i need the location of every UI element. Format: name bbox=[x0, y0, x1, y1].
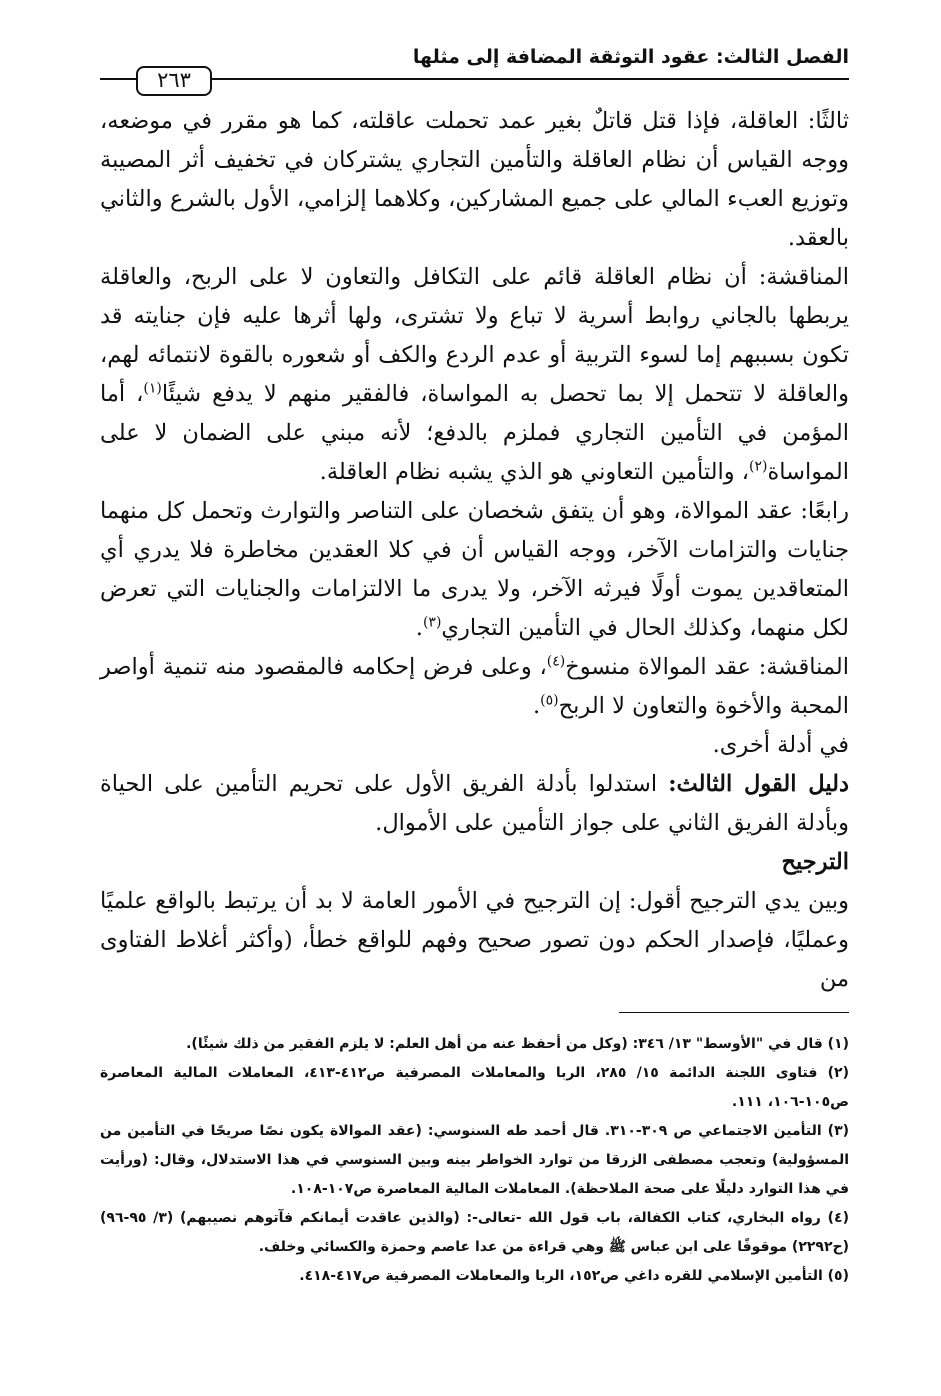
footnote-ref-4[interactable]: (٤) bbox=[546, 653, 566, 670]
text-segment: استدلوا بأدلة الفريق الأول على تحريم التأمين على الحياة وبأدلة الفريق الثاني على جواز التأمين على الأموال. bbox=[100, 771, 849, 836]
paragraph-other-evidence: في أدلة أخرى. bbox=[712, 732, 849, 758]
text-segment: ، وعلى فرض إحكامه فالمقصود منه تنمية أواصر المحبة والأخوة والتعاون لا الربح bbox=[100, 654, 849, 719]
paragraph-discussion-muwalat bbox=[100, 648, 849, 726]
paragraph-discussion-aqila bbox=[100, 258, 849, 492]
footnote-2: (٢) فتاوى اللجنة الدائمة ١٥/ ٢٨٥، الربا والمعاملات المصرفية ص٤١٢-٤١٣، المعاملات المالية المعاصرة ص١٠٥-١٠٦، ١١١. bbox=[100, 1065, 849, 1110]
text-segment: ، والتأمين التعاوني هو الذي يشبه نظام العاقلة. bbox=[319, 459, 750, 485]
footnote-separator bbox=[619, 1012, 849, 1013]
text-segment: رابعًا: عقد الموالاة، وهو أن يتفق شخصان على التناصر والتوارث وتحمل كل منهما جنايات والتزامات الآخر، ووجه القياس أن في كلا العقدين مخاطرة فلا يدري أي المتعاقدين يموت أولًا فيرثه الآخر، ولا يدرى ما الالتزامات والجنايات التي تعرض لكل منهما، وكذلك الحال في التأمين التجاري bbox=[100, 498, 849, 641]
page-number: ٢٦٣ bbox=[136, 66, 212, 96]
footnote-4: (٤) رواه البخاري، كتاب الكفالة، باب قول الله -تعالى-: (والذين عاقدت أيمانكم فآتوهم نصيبهم) (٣/ ٩٥-٩٦) (ح٢٢٩٢) موقوفًا على ابن عباس ﷺ وهي قراءة من عدا عاصم وحمزة والكسائي وخلف. bbox=[100, 1210, 849, 1255]
footnote-3: (٣) التأمين الاجتماعي ص ٣٠٩-٣١٠. قال أحمد طه السنوسي: (عقد الموالاة يكون نصًا صريحًا في التأمين من المسؤولية) وتعجب مصطفى الزرقا من توارد الخواطر بينه وبين السنوسي في هذا الاستدلال، وقال: (ورأيت في هذا التوارد دليلًا على صحة الملاحظة). المعاملات المالية المعاصرة ص١٠٧-١٠٨. bbox=[100, 1123, 850, 1197]
header-rule bbox=[100, 78, 849, 80]
section-heading-tarjih: الترجيح bbox=[781, 849, 849, 875]
text-segment: . bbox=[533, 693, 541, 719]
main-text bbox=[100, 102, 849, 999]
text-segment: المناقشة: عقد الموالاة منسوخ bbox=[565, 654, 849, 680]
footnote-ref-5[interactable]: (٥) bbox=[540, 692, 559, 709]
text-segment: المناقشة: أن نظام العاقلة قائم على التكافل والتعاون لا على الربح، والعاقلة يربطها بالجاني روابط أسرية لا تباع ولا تشترى، ولها أثرها عليه فإن جنايته قد تكون بسببهم إما لسوء التربية أو عدم الردع والكف أو شعوره بالقوة لانتمائه لهم، والعاقلة لا تتحمل إلا بما تحصل به المواساة، فالفقير منهم لا يدفع شيئًا bbox=[100, 264, 849, 407]
lead-in-label: دليل القول الثالث: bbox=[668, 771, 849, 797]
paragraph-fourth-argument bbox=[100, 492, 849, 648]
text-segment: . bbox=[415, 615, 423, 641]
paragraph-third-argument: ثالثًا: العاقلة، فإذا قتل قاتلٌ بغير عمد تحملت عاقلته، كما هو مقرر في موضعه، ووجه القياس أن نظام العاقلة والتأمين التجاري يشتركان في تخفيف أثر المصيبة وتوزيع العبء المالي على جميع المشاركين، وكلاهما إلزامي، الأول بالشرع والثاني بالعقد. bbox=[100, 108, 849, 251]
footnote-ref-3[interactable]: (٣) bbox=[422, 614, 442, 631]
footnote-1: (١) قال في "الأوسط" ١٣/ ٣٤٦: (وكل من أحفظ عنه من أهل العلم: لا يلزم الفقير من ذلك شيئًا). bbox=[186, 1036, 849, 1052]
footnote-5: (٥) التأمين الإسلامي للقره داغي ص١٥٢، الربا والمعاملات المصرفية ص٤١٧-٤١٨. bbox=[299, 1268, 849, 1284]
running-title: الفصل الثالث: عقود التوثقة المضافة إلى مثلها bbox=[412, 46, 849, 68]
paragraph-tarjih-intro: وبين يدي الترجيح أقول: إن الترجيح في الأمور العامة لا بد أن يرتبط بالواقع علميًا وعمليًا، فإصدار الحكم دون تصور صحيح وفهم للواقع خطأ، (وأكثر أغلاط الفتاوى من bbox=[100, 888, 849, 992]
footnote-ref-1[interactable]: (١) bbox=[143, 380, 162, 397]
footnotes bbox=[100, 1030, 849, 1291]
paragraph-third-opinion bbox=[100, 765, 849, 843]
text-segment: ، أما المؤمن في التأمين التجاري فملزم بالدفع؛ لأنه مبني على الضمان لا على المواساة bbox=[100, 381, 849, 485]
footnote-ref-2[interactable]: (٢) bbox=[749, 458, 768, 475]
